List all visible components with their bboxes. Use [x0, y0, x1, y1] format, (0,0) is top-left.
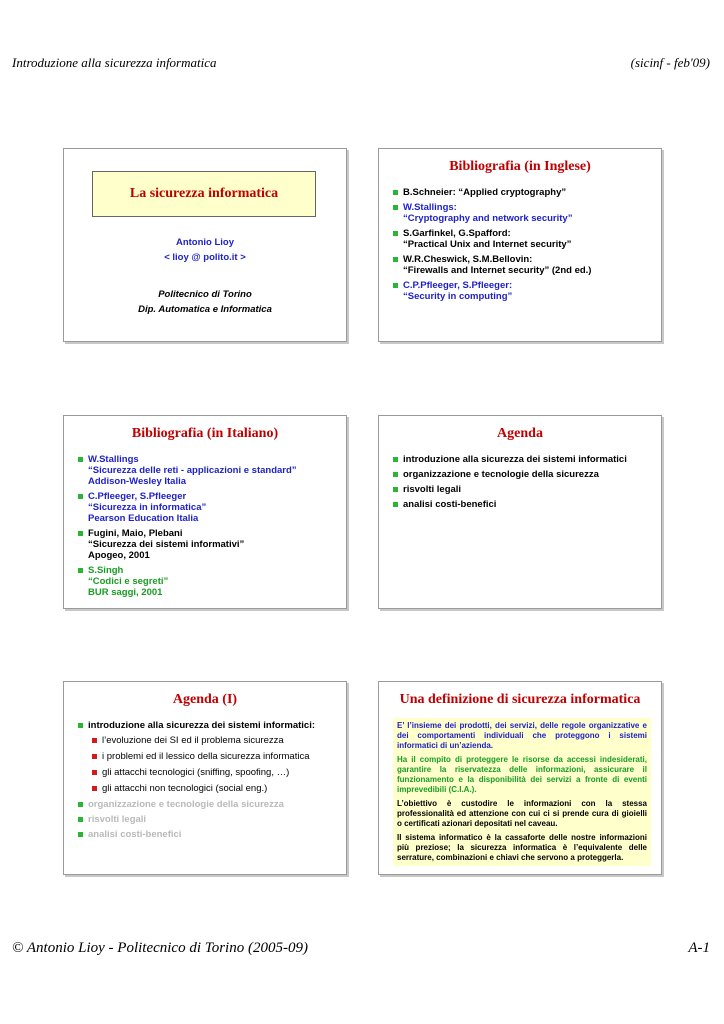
list-item	[393, 499, 651, 510]
org-line-2: Dip. Automatica e Informatica	[138, 304, 272, 315]
agenda-list	[64, 720, 346, 840]
ref-author: C.Pfleeger, S.Pfleeger	[88, 491, 187, 502]
ref-author: S.Singh	[88, 565, 124, 576]
ref-title: “Practical Unix and Internet security”	[403, 239, 572, 250]
ref-author: C.P.Pfleeger, S.Pfleeger:	[403, 280, 513, 291]
slide-title: Agenda	[497, 426, 543, 441]
list-item	[78, 720, 336, 794]
list-item	[78, 491, 336, 524]
slide-agenda	[378, 415, 662, 609]
definition-paragraph: Ha il compito di proteggere le risorse da accessi indesiderati, garantire la riservatezza delle informazioni, assicurare il funzionamento e la disponibilità dei servizi a fronte di eventi imprevedibili (C.I.A.).	[397, 755, 647, 794]
org-line-1: Politecnico di Torino	[158, 289, 252, 300]
ref-title: “Security in computing”	[403, 291, 513, 302]
ref-author: S.Garfinkel, G.Spafford:	[403, 228, 511, 239]
ref-line: B.Schneier: “Applied cryptography”	[403, 187, 567, 198]
ref-publisher: Addison-Wesley Italia	[88, 476, 187, 487]
sub-item: gli attacchi tecnologici (sniffing, spoofing, …)	[88, 767, 336, 778]
list-item	[393, 228, 651, 250]
definition-paragraph: E’ l’insieme dei prodotti, dei servizi, delle regole organizzative e dei comportamenti individuali che proteggono i sistemi informatici di un’azienda.	[397, 721, 647, 750]
list-item	[78, 565, 336, 598]
list-item	[393, 454, 651, 465]
list-item	[78, 454, 336, 487]
ref-title: “Sicurezza in informatica”	[88, 502, 207, 513]
list-item	[393, 187, 651, 198]
bibliography-list	[379, 187, 661, 302]
ref-author: Fugini, Maio, Plebani	[88, 528, 183, 539]
slide-bibliografia-inglese	[378, 148, 662, 342]
sub-list	[88, 735, 336, 794]
list-item	[78, 528, 336, 561]
slide-title: Una definizione di sicurezza informatica	[399, 692, 641, 707]
bibliography-list	[64, 454, 346, 598]
definition-box	[393, 718, 651, 866]
sub-item: l’evoluzione dei SI ed il problema sicurezza	[88, 735, 336, 746]
footer-right: A-1	[688, 940, 710, 956]
list-item	[393, 280, 651, 302]
sub-item: gli attacchi non tecnologici (social eng.)	[88, 783, 336, 794]
agenda-item-label: introduzione alla sicurezza dei sistemi informatici:	[88, 720, 315, 731]
ref-title: “Firewalls and Internet security” (2nd ed.)	[403, 265, 592, 276]
ref-title: “Sicurezza dei sistemi informativi”	[88, 539, 245, 550]
cover-title: La sicurezza informatica	[92, 171, 316, 217]
list-item-dimmed	[78, 799, 336, 810]
ref-publisher: BUR saggi, 2001	[88, 587, 163, 598]
author-name: Antonio Lioy	[175, 237, 235, 248]
slide-cover	[63, 148, 347, 342]
ref-title: “Sicurezza delle reti - applicazioni e standard”	[88, 465, 297, 476]
agenda-item-label: organizzazione e tecnologie della sicurezza	[88, 799, 284, 810]
author-email: < lioy @ polito.it >	[164, 252, 246, 263]
sub-item: i problemi ed il lessico della sicurezza informatica	[88, 751, 336, 762]
header-left: Introduzione alla sicurezza informatica	[12, 55, 217, 70]
slide-bibliografia-italiano	[63, 415, 347, 609]
ref-publisher: Apogeo, 2001	[88, 550, 150, 561]
agenda-item-label: analisi costi-benefici	[403, 499, 497, 510]
list-item	[393, 469, 651, 480]
slide-agenda-i	[63, 681, 347, 875]
slide-title: Bibliografia (in Italiano)	[131, 426, 279, 441]
list-item	[393, 202, 651, 224]
header-right: (sicinf - feb'09)	[630, 55, 710, 70]
list-item-dimmed	[78, 829, 336, 840]
ref-publisher: Pearson Education Italia	[88, 513, 199, 524]
definition-paragraph: Il sistema informatico è la cassaforte delle nostre informazioni più preziose; la sicurezza informatica è l’equivalente delle serrature, combinazioni e chiavi che servono a proteggerla.	[397, 833, 647, 862]
ref-author: W.Stallings:	[403, 202, 457, 213]
agenda-list	[379, 454, 661, 510]
agenda-item-label: introduzione alla sicurezza dei sistemi informatici	[403, 454, 627, 465]
agenda-item-label: organizzazione e tecnologie della sicurezza	[403, 469, 599, 480]
agenda-item-label: risvolti legali	[88, 814, 147, 825]
ref-author: W.R.Cheswick, S.M.Bellovin:	[403, 254, 533, 265]
list-item	[393, 484, 651, 495]
list-item-dimmed	[78, 814, 336, 825]
ref-author: W.Stallings	[88, 454, 139, 465]
slide-title: Bibliografia (in Inglese)	[449, 159, 591, 174]
slide-definizione	[378, 681, 662, 875]
list-item	[393, 254, 651, 276]
slide-title: Agenda (I)	[172, 692, 238, 707]
footer-left: © Antonio Lioy - Politecnico di Torino (2005-09)	[12, 940, 308, 956]
ref-title: “Codici e segreti”	[88, 576, 169, 587]
agenda-item-label: analisi costi-benefici	[88, 829, 182, 840]
definition-paragraph: L’obiettivo è custodire le informazioni con la stessa professionalità ed attenzione con cui ci si prende cura di gioielli o certificati azionari depositati nel caveau.	[397, 799, 647, 828]
ref-title: “Cryptography and network security”	[403, 213, 573, 224]
agenda-item-label: risvolti legali	[403, 484, 462, 495]
